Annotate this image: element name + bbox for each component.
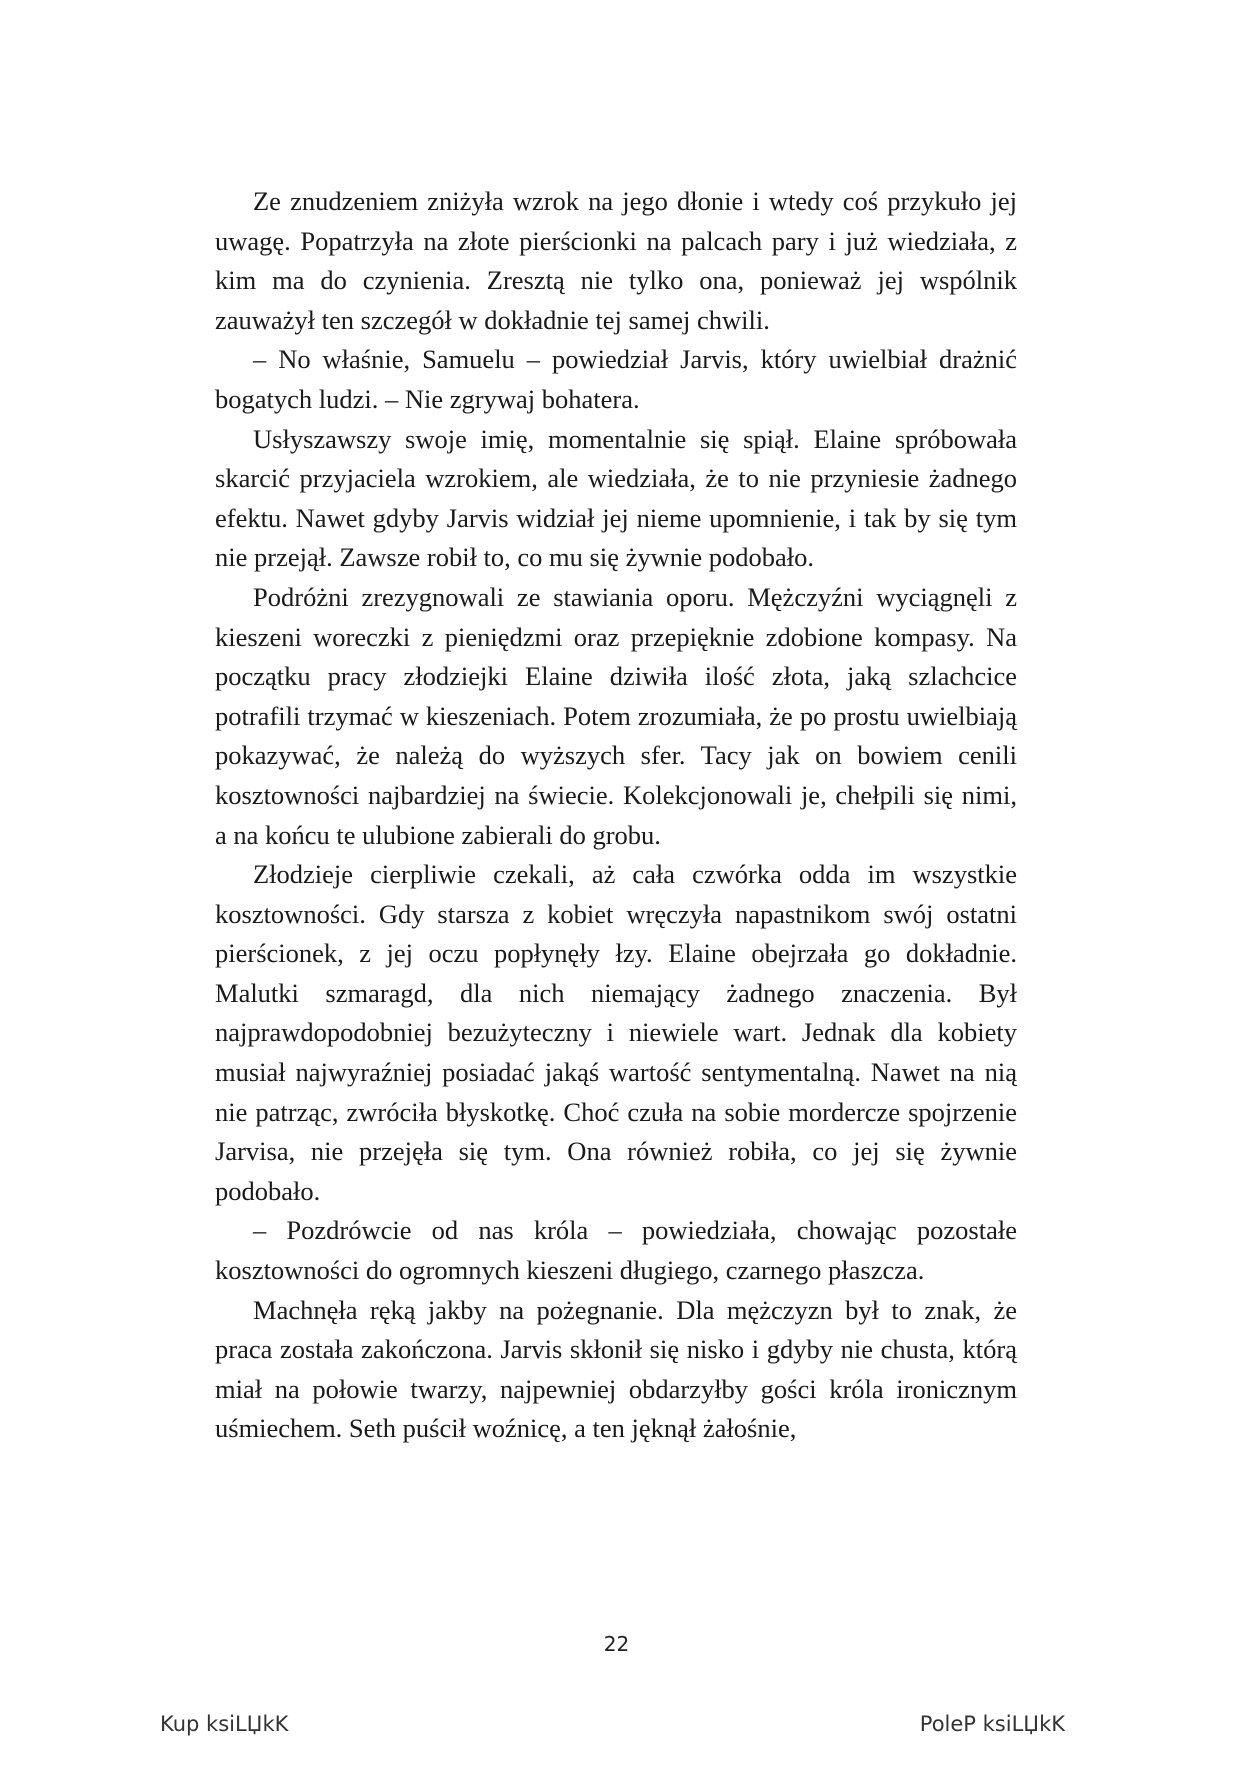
- page-number: 22: [603, 1632, 630, 1656]
- paragraph: Podróżni zrezygnowali ze stawiania oporu. Mężczyźni wyciągnęli z kieszeni woreczki z pieniędzmi oraz przepięknie zdobione kompasy. Na początku pracy złodziejki Elaine dziwiła ilość złota, jaką szlachcice potrafili trzymać w kieszeniach. Potem zrozumiała, że po prostu uwielbiają pokazywać, że należą do wyższych sfer. Tacy jak on bowiem cenili kosztowności najbardziej na świecie. Kolekcjonowali je, chełpili się nimi, a na końcu te ulubione zabierali do grobu.: [215, 581, 1017, 850]
- footer-buy-book-link[interactable]: Kup ksiLЏkK: [160, 1712, 289, 1736]
- paragraph: Złodzieje cierpliwie czekali, aż cała czwórka odda im wszystkie kosztowności. Gdy starsza z kobiet wręczyła napastnikom swój ostatni pierścionek, z jej oczu popłynęły łzy. Elaine obejrzała go dokładnie. Malutki szmaragd, dla nich niemający żadnego znaczenia. Był najprawdopodobniej bezużyteczny i niewiele wart. Jednak dla kobiety musiał najwyraźniej posiadać jakąś wartość sentymentalną. Nawet na nią nie patrząc, zwróciła błyskotkę. Choć czuła na sobie mordercze spojrzenie Jarvisa, nie przejęła się tym. Ona również robiła, co jej się żywnie podobało.: [215, 859, 1017, 1206]
- footer-recommend-book-link[interactable]: PoleP ksiLЏkK: [919, 1712, 1065, 1736]
- body-text: [215, 182, 1017, 1449]
- paragraph: – Pozdrówcie od nas króla – powiedziała, chowając pozostałe kosztowności do ogromnych kieszeni długiego, czarnego płaszcza.: [215, 1215, 1017, 1286]
- paragraph: – No właśnie, Samuelu – powiedział Jarvis, który uwielbiał drażnić bogatych ludzi. – Nie zgrywaj bohatera.: [215, 344, 1017, 414]
- paragraph: Usłyszawszy swoje imię, momentalnie się spiął. Elaine spróbowała skarcić przyjaciela wzrokiem, ale wiedziała, że to nie przyniesie żadnego efektu. Nawet gdyby Jarvis widział jej nieme upomnienie, i tak by się tym nie przejął. Zawsze robił to, co mu się żywnie podobało.: [215, 423, 1017, 573]
- paragraph: Machnęła ręką jakby na pożegnanie. Dla mężczyzn był to znak, że praca została zakończona. Jarvis skłonił się nisko i gdyby nie chusta, którą miał na połowie twarzy, najpewniej obdarzyłby gości króla ironicznym uśmiechem. Seth puścił woźnicę, a ten jęknął żałośnie,: [215, 1294, 1017, 1444]
- paragraph: Ze znudzeniem zniżyła wzrok na jego dłonie i wtedy coś przykuło jej uwagę. Popatrzyła na złote pierścionki na palcach pary i już wiedziała, z kim ma do czynienia. Zresztą nie tylko ona, ponieważ jej wspólnik zauważył ten szczegół w dokładnie tej samej chwili.: [215, 186, 1017, 335]
